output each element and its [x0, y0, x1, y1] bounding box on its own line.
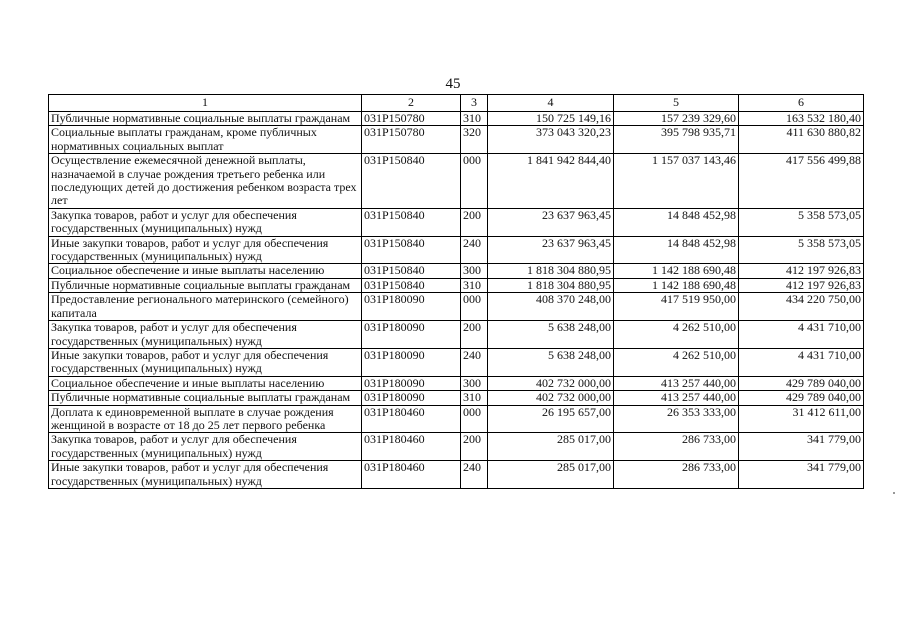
row-value-col5: 4 262 510,00 — [614, 321, 739, 349]
row-value-col4: 5 638 248,00 — [488, 348, 614, 376]
table-row — [49, 376, 864, 390]
row-value-col6: 163 532 180,40 — [739, 112, 864, 126]
row-value-col4: 23 637 963,45 — [488, 208, 614, 236]
table-header-row — [49, 95, 864, 112]
table-row — [49, 321, 864, 349]
budget-table — [48, 94, 864, 489]
row-name: Иные закупки товаров, работ и услуг для обеспечения государственных (муниципальных) нужд — [49, 461, 362, 489]
row-kind: 240 — [461, 348, 488, 376]
row-value-col4: 1 841 942 844,40 — [488, 154, 614, 209]
row-kind: 200 — [461, 208, 488, 236]
table-row — [49, 293, 864, 321]
row-code: 031P180090 — [362, 293, 461, 321]
row-code: 031P150840 — [362, 236, 461, 264]
row-name: Доплата к единовременной выплате в случае рождения женщиной в возрасте от 18 до 25 лет первого ребенка — [49, 405, 362, 433]
table-row — [49, 264, 864, 278]
row-value-col6: 412 197 926,83 — [739, 278, 864, 292]
row-name: Публичные нормативные социальные выплаты гражданам — [49, 278, 362, 292]
row-value-col6: 5 358 573,05 — [739, 208, 864, 236]
row-kind: 000 — [461, 293, 488, 321]
row-name: Закупка товаров, работ и услуг для обеспечения государственных (муниципальных) нужд — [49, 433, 362, 461]
row-value-col5: 1 142 188 690,48 — [614, 264, 739, 278]
row-kind: 240 — [461, 461, 488, 489]
row-kind: 200 — [461, 321, 488, 349]
row-value-col6: 417 556 499,88 — [739, 154, 864, 209]
row-code: 031P150840 — [362, 208, 461, 236]
row-value-col5: 157 239 329,60 — [614, 112, 739, 126]
row-kind: 310 — [461, 391, 488, 405]
row-code: 031P180460 — [362, 405, 461, 433]
row-name: Закупка товаров, работ и услуг для обеспечения государственных (муниципальных) нужд — [49, 208, 362, 236]
row-value-col4: 285 017,00 — [488, 461, 614, 489]
row-code: 031P180090 — [362, 348, 461, 376]
row-value-col5: 14 848 452,98 — [614, 236, 739, 264]
row-kind: 320 — [461, 126, 488, 154]
row-code: 031P150780 — [362, 112, 461, 126]
row-kind: 200 — [461, 433, 488, 461]
row-value-col6: 429 789 040,00 — [739, 376, 864, 390]
row-value-col6: 341 779,00 — [739, 433, 864, 461]
row-code: 031P150840 — [362, 154, 461, 209]
row-value-col5: 1 142 188 690,48 — [614, 278, 739, 292]
row-value-col6: 5 358 573,05 — [739, 236, 864, 264]
row-code: 031P150840 — [362, 278, 461, 292]
row-name: Публичные нормативные социальные выплаты гражданам — [49, 391, 362, 405]
row-value-col5: 286 733,00 — [614, 461, 739, 489]
row-value-col5: 4 262 510,00 — [614, 348, 739, 376]
table-row — [49, 348, 864, 376]
row-value-col6: 429 789 040,00 — [739, 391, 864, 405]
row-code: 031P150840 — [362, 264, 461, 278]
header-cell-6: 6 — [739, 95, 864, 112]
row-name: Социальные выплаты гражданам, кроме публичных нормативных социальных выплат — [49, 126, 362, 154]
table-row — [49, 236, 864, 264]
row-name: Социальное обеспечение и иные выплаты населению — [49, 264, 362, 278]
row-code: 031P180090 — [362, 376, 461, 390]
row-value-col4: 285 017,00 — [488, 433, 614, 461]
row-code: 031P180460 — [362, 461, 461, 489]
row-kind: 310 — [461, 112, 488, 126]
table-row — [49, 278, 864, 292]
header-cell-4: 4 — [488, 95, 614, 112]
row-value-col4: 23 637 963,45 — [488, 236, 614, 264]
row-name: Предоставление регионального материнского (семейного) капитала — [49, 293, 362, 321]
row-kind: 240 — [461, 236, 488, 264]
row-kind: 300 — [461, 376, 488, 390]
row-value-col4: 1 818 304 880,95 — [488, 264, 614, 278]
row-value-col5: 395 798 935,71 — [614, 126, 739, 154]
row-value-col5: 413 257 440,00 — [614, 376, 739, 390]
row-name: Осуществление ежемесячной денежной выплаты, назначаемой в случае рождения третьего ребенка или последующих детей до достижения ребенком возраста трех лет — [49, 154, 362, 209]
row-value-col4: 150 725 149,16 — [488, 112, 614, 126]
row-code: 031P150780 — [362, 126, 461, 154]
row-value-col4: 402 732 000,00 — [488, 376, 614, 390]
row-value-col5: 286 733,00 — [614, 433, 739, 461]
table-row — [49, 208, 864, 236]
row-value-col4: 26 195 657,00 — [488, 405, 614, 433]
row-value-col4: 402 732 000,00 — [488, 391, 614, 405]
row-code: 031P180090 — [362, 391, 461, 405]
row-value-col5: 14 848 452,98 — [614, 208, 739, 236]
row-code: 031P180090 — [362, 321, 461, 349]
table-row — [49, 461, 864, 489]
table-row — [49, 126, 864, 154]
row-kind: 000 — [461, 154, 488, 209]
table-row — [49, 112, 864, 126]
row-value-col6: 434 220 750,00 — [739, 293, 864, 321]
row-value-col4: 5 638 248,00 — [488, 321, 614, 349]
row-value-col4: 373 043 320,23 — [488, 126, 614, 154]
table-body — [49, 112, 864, 489]
table-row — [49, 405, 864, 433]
row-value-col4: 408 370 248,00 — [488, 293, 614, 321]
row-name: Публичные нормативные социальные выплаты гражданам — [49, 112, 362, 126]
row-value-col4: 1 818 304 880,95 — [488, 278, 614, 292]
page-number: 45 — [445, 76, 461, 92]
row-value-col6: 31 412 611,00 — [739, 405, 864, 433]
row-value-col6: 4 431 710,00 — [739, 321, 864, 349]
table-row — [49, 433, 864, 461]
row-value-col5: 26 353 333,00 — [614, 405, 739, 433]
header-cell-2: 2 — [362, 95, 461, 112]
header-cell-3: 3 — [461, 95, 488, 112]
row-kind: 300 — [461, 264, 488, 278]
row-value-col6: 411 630 880,82 — [739, 126, 864, 154]
row-value-col6: 4 431 710,00 — [739, 348, 864, 376]
row-value-col6: 341 779,00 — [739, 461, 864, 489]
header-cell-5: 5 — [614, 95, 739, 112]
row-value-col5: 413 257 440,00 — [614, 391, 739, 405]
row-name: Иные закупки товаров, работ и услуг для обеспечения государственных (муниципальных) нужд — [49, 236, 362, 264]
scan-speck — [893, 492, 895, 494]
row-name: Закупка товаров, работ и услуг для обеспечения государственных (муниципальных) нужд — [49, 321, 362, 349]
table-row — [49, 391, 864, 405]
row-name: Иные закупки товаров, работ и услуг для обеспечения государственных (муниципальных) нужд — [49, 348, 362, 376]
row-code: 031P180460 — [362, 433, 461, 461]
row-kind: 310 — [461, 278, 488, 292]
row-value-col5: 417 519 950,00 — [614, 293, 739, 321]
row-value-col6: 412 197 926,83 — [739, 264, 864, 278]
table-row — [49, 154, 864, 209]
row-value-col5: 1 157 037 143,46 — [614, 154, 739, 209]
row-kind: 000 — [461, 405, 488, 433]
header-cell-1: 1 — [49, 95, 362, 112]
row-name: Социальное обеспечение и иные выплаты населению — [49, 376, 362, 390]
